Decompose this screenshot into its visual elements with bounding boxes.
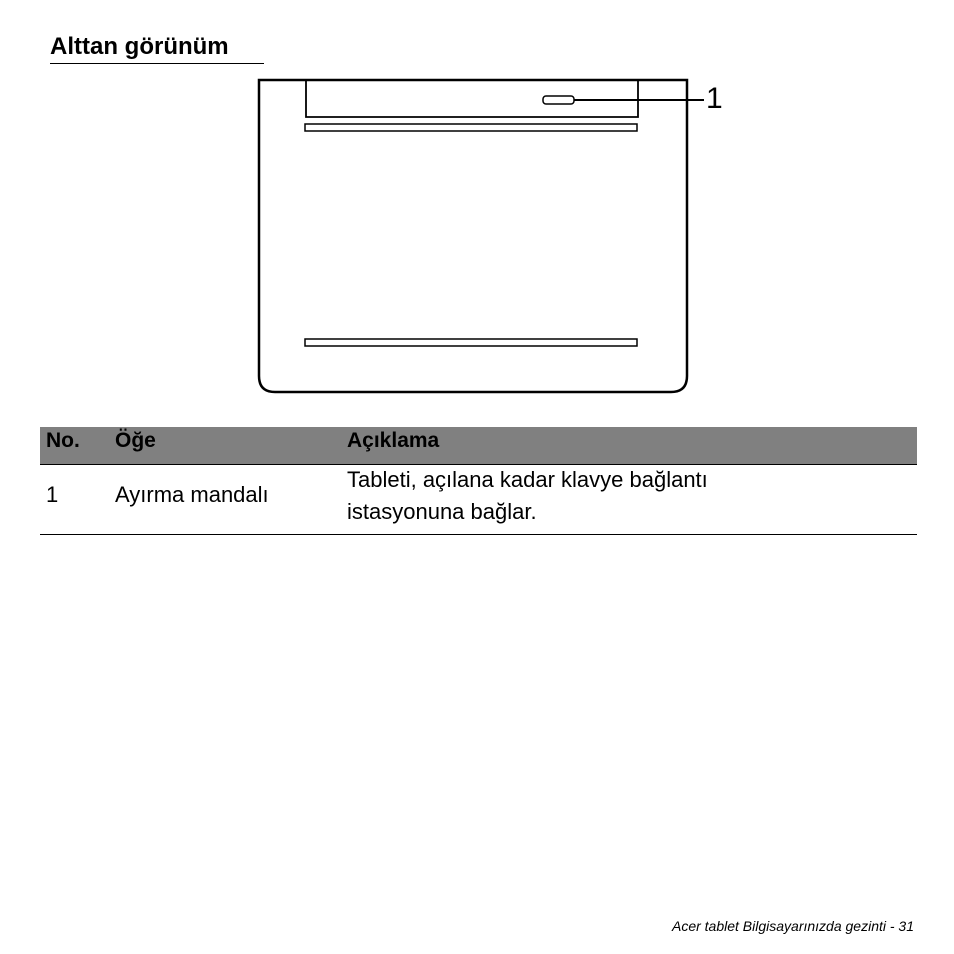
row-no: 1 <box>46 482 59 507</box>
page-footer: Acer tablet Bilgisayarınızda gezinti - 31 <box>671 918 914 934</box>
table-row <box>40 465 917 535</box>
row-description <box>347 464 708 528</box>
bottom-view-diagram <box>0 0 954 420</box>
bottom-slot <box>305 339 637 346</box>
header-item: Öğe <box>115 429 156 452</box>
row-item: Ayırma mandalı <box>115 482 269 507</box>
top-slot <box>305 124 637 131</box>
row-description-line-1: Tableti, açılana kadar klavye bağlantı <box>347 467 708 492</box>
header-no: No. <box>46 429 80 452</box>
header-description: Açıklama <box>347 429 440 452</box>
row-description-line-2: istasyonuna bağlar. <box>347 499 537 524</box>
detach-latch <box>543 96 574 104</box>
table-header <box>40 427 917 465</box>
callout-number: 1 <box>706 82 723 115</box>
section-title: Alttan görünüm <box>50 33 229 60</box>
